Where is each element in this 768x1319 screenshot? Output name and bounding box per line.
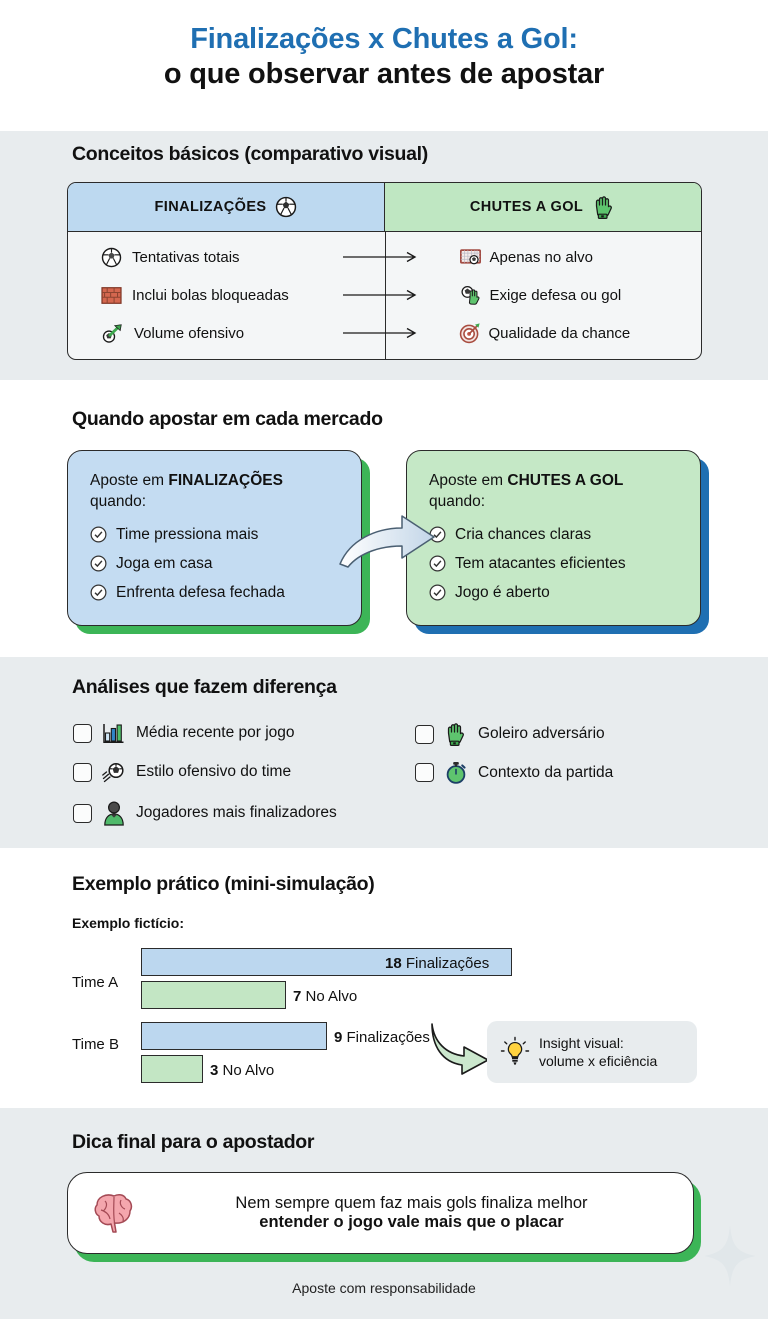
insight-line-2: volume x eficiência: [539, 1053, 658, 1069]
heading-final-tip: Dica final para o apostador: [72, 1131, 315, 1153]
bar-label-time-b-no-alvo: [210, 1062, 274, 1079]
heading-example: Exemplo prático (mini-simulação): [72, 873, 375, 895]
bar-time-b-no-alvo: [141, 1055, 203, 1083]
table-cell-left-label: Inclui bolas bloqueadas: [132, 286, 289, 304]
stopwatch-icon: [444, 760, 468, 785]
goalkeeper-glove-icon: [592, 194, 616, 220]
column-header-right-label: CHUTES A GOL: [469, 199, 584, 215]
list-item-label: Joga em casa: [116, 554, 213, 572]
list-item-label: Enfrenta defesa fechada: [116, 583, 285, 601]
list-item-label: Time pressiona mais: [116, 525, 259, 543]
bar-value: 9: [334, 1029, 343, 1046]
card-body: [67, 450, 362, 626]
heading-markets: Quando apostar em cada mercado: [72, 408, 383, 430]
final-tip-line-2: entender o jogo vale mais que o placar: [259, 1213, 564, 1231]
list-item-label: Jogo é aberto: [455, 583, 550, 601]
list-item: [429, 584, 684, 602]
insight-arrow-icon: [428, 1020, 492, 1082]
lightbulb-icon: [500, 1036, 530, 1068]
card-lead-prefix: Aposte em: [90, 472, 169, 489]
comparison-table-body: [68, 232, 701, 359]
column-header-chutes-a-gol: [385, 183, 701, 231]
checkbox[interactable]: [415, 725, 434, 744]
table-cell-left: [68, 323, 385, 344]
title-line-1: Finalizações x Chutes a Gol:: [190, 23, 578, 55]
bar-value: 7: [293, 988, 302, 1005]
table-cell-left-label: Tentativas totais: [132, 248, 240, 266]
transition-arrow-icon: [336, 510, 440, 572]
market-card-chutes-a-gol[interactable]: [406, 450, 701, 626]
checklist-item-label: Estilo ofensivo do time: [136, 763, 292, 780]
card-lead-suffix: quando:: [429, 492, 486, 510]
final-tip-text: [152, 1194, 693, 1232]
list-item: [429, 555, 684, 573]
heading-basics: Conceitos básicos (comparativo visual): [72, 143, 428, 165]
list-item-label: Tem atacantes eficientes: [455, 554, 626, 572]
card-item-list: [429, 526, 684, 602]
glove-save-icon: [459, 284, 482, 306]
comparison-table: [67, 182, 702, 360]
card-lead-text: [429, 471, 684, 513]
bar-value: 3: [210, 1062, 219, 1079]
market-card-finalizacoes[interactable]: [67, 450, 362, 626]
list-item-label: Cria chances claras: [455, 525, 592, 543]
bar-series-name: No Alvo: [222, 1062, 275, 1079]
bar-chart-icon: [102, 721, 126, 745]
target-dart-icon: [459, 322, 481, 344]
column-header-finalizacoes: [68, 183, 385, 231]
bar-series-name: Finalizações: [405, 955, 490, 972]
chart-category-label-a: Time A: [72, 974, 119, 991]
connector-arrow-icon: [342, 327, 427, 339]
ball-arrow-up-icon: [101, 323, 124, 344]
checklist-item-estilo-ofensivo[interactable]: [73, 760, 291, 784]
goal-net-icon: [459, 247, 482, 268]
checkbox[interactable]: [73, 804, 92, 823]
title-line-2: o que observar antes de apostar: [163, 58, 605, 91]
brick-wall-icon: [101, 286, 122, 305]
bar-label-time-a-finalizacoes: [385, 955, 489, 972]
chart-category-label-b: Time B: [72, 1036, 119, 1053]
bar-time-b-finalizacoes: [141, 1022, 327, 1050]
connector-arrow-icon: [342, 289, 427, 301]
list-item: [90, 555, 345, 573]
goalkeeper-glove-icon: [444, 721, 468, 747]
bar-series-name: No Alvo: [305, 988, 358, 1005]
footer-disclaimer: Aposte com responsabilidade: [292, 1280, 476, 1296]
insight-text: [539, 1034, 657, 1070]
column-header-left-label: FINALIZAÇÕES: [154, 199, 267, 215]
checklist-item-jogadores[interactable]: [73, 800, 337, 826]
card-body: [406, 450, 701, 626]
bar-series-name: Finalizações: [346, 1029, 430, 1046]
table-cell-right-label: Exige defesa ou gol: [489, 286, 622, 304]
table-cell-right-label: Apenas no alvo: [489, 248, 593, 266]
card-lead-prefix: Aposte em: [429, 472, 508, 489]
checklist-item-goleiro[interactable]: [415, 721, 605, 747]
card-item-list: [90, 526, 345, 602]
check-circle-icon: [429, 584, 446, 601]
insight-line-1: Insight visual:: [539, 1034, 624, 1051]
flying-ball-icon: [102, 760, 126, 784]
final-tip-line-1: Nem sempre quem faz mais gols finaliza melhor: [235, 1194, 588, 1212]
checklist-item-media-recente[interactable]: [73, 721, 295, 745]
checkbox[interactable]: [73, 724, 92, 743]
bar-label-time-a-no-alvo: [293, 988, 357, 1005]
chart-subheading: Exemplo fictício:: [72, 915, 185, 931]
soccer-ball-icon: [101, 247, 122, 268]
check-circle-icon: [90, 526, 107, 543]
bar-time-a-no-alvo: [141, 981, 286, 1009]
sparkle-icon: [704, 1225, 756, 1287]
check-circle-icon: [90, 584, 107, 601]
card-lead-bold: FINALIZAÇÕES: [168, 472, 283, 489]
list-item: [90, 584, 345, 602]
checklist-item-label: Goleiro adversário: [478, 725, 605, 742]
checkbox[interactable]: [415, 763, 434, 782]
checklist-item-label: Contexto da partida: [478, 763, 614, 781]
final-tip-card: [67, 1172, 701, 1262]
table-cell-left: [68, 247, 385, 268]
page-title: [0, 22, 768, 93]
card-lead-bold: CHUTES A GOL: [507, 472, 624, 489]
card-lead-text: [90, 471, 345, 513]
list-item: [429, 526, 684, 544]
checklist-item-label: Média recente por jogo: [136, 724, 295, 741]
comparison-table-header: [68, 183, 701, 232]
soccer-ball-icon: [275, 196, 297, 218]
checkbox[interactable]: [73, 763, 92, 782]
table-cell-right-label: Qualidade da chance: [488, 324, 631, 342]
list-item: [90, 526, 345, 544]
final-tip-body: [67, 1172, 694, 1254]
brain-icon: [92, 1190, 136, 1236]
card-lead-suffix: quando:: [90, 492, 147, 510]
insight-callout: [487, 1021, 697, 1083]
table-cell-right: [385, 247, 702, 268]
check-circle-icon: [90, 555, 107, 572]
player-avatar-icon: [102, 800, 126, 826]
checklist-item-contexto[interactable]: [415, 760, 613, 785]
checklist-item-label: Jogadores mais finalizadores: [136, 804, 337, 821]
table-cell-left: [68, 286, 385, 305]
connector-arrow-icon: [342, 251, 427, 263]
bar-value: 18: [385, 955, 402, 972]
table-cell-right: [385, 322, 702, 344]
table-cell-left-label: Volume ofensivo: [134, 324, 245, 342]
bar-label-time-b-finalizacoes: [334, 1029, 430, 1046]
heading-analysis: Análises que fazem diferença: [72, 676, 337, 698]
table-cell-right: [385, 284, 702, 306]
